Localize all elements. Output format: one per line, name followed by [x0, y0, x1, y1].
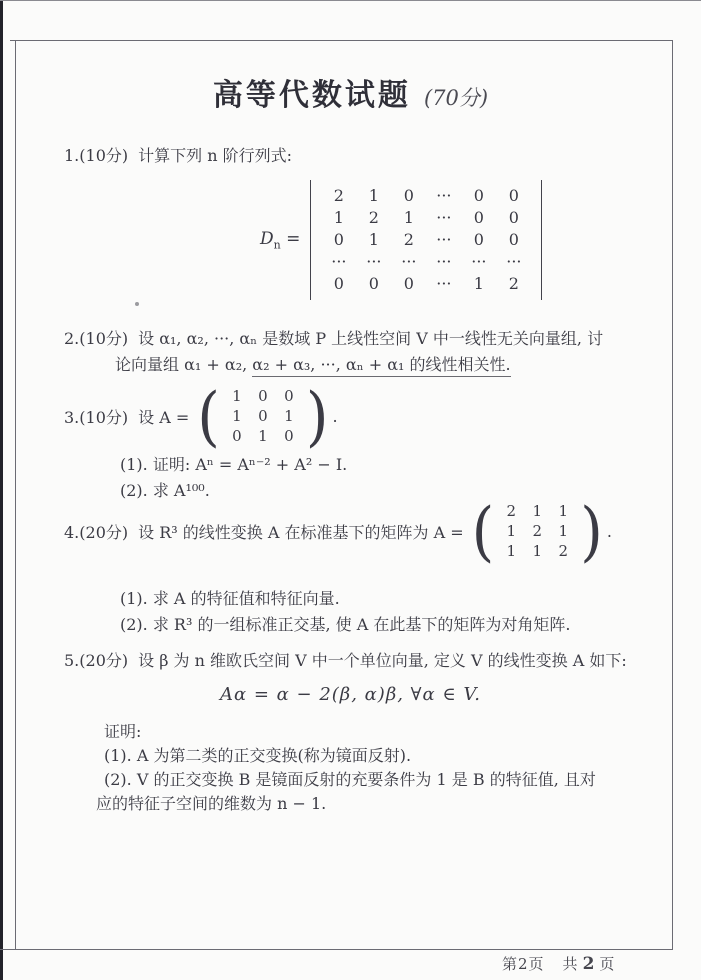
matrix-cell: 1 [532, 502, 543, 520]
footer-page-unit: 页 [599, 955, 616, 973]
matrix-cell: 2 [368, 208, 379, 227]
q5-intro: 设 β 为 n 维欧氏空间 V 中一个单位向量, 定义 V 的线性变换 A 如下: [138, 651, 627, 670]
matrix-cell: ··· [436, 186, 452, 205]
page-footer [502, 953, 615, 974]
matrix-row [321, 229, 531, 251]
matrix-row [321, 273, 531, 295]
det-symbol-sub: n [273, 238, 281, 252]
left-paren: ( [197, 377, 220, 455]
matrix-cell: ··· [331, 252, 347, 271]
q3-suffix: . [332, 406, 338, 426]
det-symbol: D [260, 228, 274, 249]
matrix-row [498, 521, 576, 541]
q5-part1: (1). A 为第二类的正交变换(称为镜面反射). [104, 746, 412, 765]
matrix-cell: 0 [473, 186, 484, 205]
det-equals: = [286, 228, 301, 249]
question-4-parts [120, 586, 570, 638]
question-5-stem [64, 648, 627, 674]
q5-formula: Aα = α − 2(β, α)β, ∀α ∈ V. [219, 684, 482, 705]
matrix-cell: 1 [368, 186, 379, 205]
matrix-cell: 0 [403, 274, 414, 293]
exam-title: 高等代数试题 [212, 78, 411, 113]
matrix-cell: 0 [333, 230, 344, 249]
q5-proof [96, 720, 596, 816]
matrix-cell: 2 [333, 186, 344, 205]
q1-label: 1.(10分) [64, 146, 129, 165]
matrix-cell: 0 [508, 230, 519, 249]
matrix-row [224, 386, 302, 406]
matrix-row [224, 406, 302, 426]
matrix-cell: 1 [506, 542, 517, 560]
left-paren: ( [471, 492, 495, 570]
q1-text: 计算下列 n 阶行列式: [138, 146, 292, 165]
matrix-cell: ··· [436, 252, 452, 271]
matrix-row [498, 501, 576, 521]
matrix-cell: ··· [436, 274, 452, 293]
matrix-cell: 0 [473, 230, 484, 249]
matrix-cell: ··· [471, 252, 487, 271]
matrix-cell: 0 [508, 186, 519, 205]
question-1-stem [64, 143, 292, 169]
matrix-cell: 1 [473, 274, 484, 293]
q3-part2: (2). 求 A¹⁰⁰. [120, 481, 210, 500]
q2-text-line2: 论向量组 α₁ + α₂, [115, 355, 253, 374]
matrix-cell: 2 [558, 542, 569, 560]
matrix-row [321, 251, 531, 273]
matrix-cell: 0 [284, 387, 294, 405]
q5-part2-line1: (2). V 的正交变换 B 是镜面反射的充要条件为 1 是 B 的特征值, 且对 [104, 770, 596, 789]
q1-determinant [260, 180, 542, 300]
matrix-cell: 2 [403, 230, 414, 249]
q3-matrix [220, 386, 306, 446]
scan-speck [135, 302, 139, 306]
matrix-cell: 1 [532, 542, 543, 560]
matrix-cell: 1 [506, 522, 517, 540]
matrix-cell: 0 [258, 407, 268, 425]
matrix-cell: 0 [368, 274, 379, 293]
right-paren: ) [305, 377, 329, 455]
scan-edge-top [0, 0, 701, 1]
q5-label: 5.(20分) [64, 651, 129, 670]
matrix-row [321, 207, 531, 229]
matrix-cell: 1 [558, 522, 569, 540]
q4-intro: 设 R³ 的线性变换 A 在标准基下的矩阵为 A = [138, 522, 464, 542]
matrix-cell: ··· [506, 252, 522, 271]
matrix-cell: 1 [333, 208, 344, 227]
q4-label: 4.(20分) [64, 522, 129, 542]
matrix-cell: ··· [436, 230, 452, 249]
page-border-right [672, 41, 673, 950]
matrix-cell: 0 [473, 208, 484, 227]
matrix-cell: 0 [333, 274, 344, 293]
footer-page-label: 第2页 [502, 955, 545, 973]
page-border-top [10, 40, 673, 41]
matrix-cell: 0 [258, 387, 268, 405]
matrix-row [224, 426, 302, 446]
q4-part2: (2). 求 R³ 的一组标准正交基, 使 A 在此基下的矩阵为对角矩阵. [120, 615, 571, 634]
matrix-cell: 2 [532, 522, 543, 540]
q2-label: 2.(10分) [64, 329, 129, 348]
exam-score-note: (70分) [423, 86, 489, 110]
question-4-stem [64, 492, 612, 570]
matrix-cell: 0 [508, 208, 519, 227]
scan-edge-left [0, 0, 3, 980]
matrix-row [498, 541, 576, 561]
q2-line1 [64, 326, 603, 352]
page-border-bottom [0, 949, 673, 950]
matrix-row [321, 185, 531, 207]
question-3-parts [120, 452, 347, 504]
q3-part1: (1). 证明: Aⁿ = Aⁿ⁻² + A² − I. [120, 455, 348, 474]
q4-matrix [494, 501, 580, 561]
matrix-cell: 0 [232, 427, 242, 445]
q2-underlined-text: α₂ + α₃, ···, αₙ + α₁ 的线性相关性. [252, 355, 510, 377]
page-border-left [15, 40, 16, 950]
matrix-cell: 2 [508, 274, 519, 293]
matrix-cell: 0 [403, 186, 414, 205]
matrix-cell: ··· [401, 252, 417, 271]
q4-suffix: . [606, 521, 612, 541]
matrix-cell: 1 [368, 230, 379, 249]
q2-line2 [64, 352, 603, 378]
q3-intro: 设 A = [138, 407, 190, 427]
proof-label: 证明: [104, 722, 142, 741]
question-2 [64, 326, 603, 378]
matrix-cell: 1 [284, 407, 294, 425]
matrix-cell: 1 [232, 387, 242, 405]
q5-part2-line2: 应的特征子空间的维数为 n − 1. [96, 794, 327, 813]
q2-text-line1: 设 α₁, α₂, ···, αₙ 是数域 P 上线性空间 V 中一线性无关向量组, 讨 [138, 329, 604, 348]
q4-part1: (1). 求 A 的特征值和特征向量. [120, 589, 340, 608]
matrix-cell: 0 [284, 427, 294, 445]
matrix-cell: ··· [436, 208, 452, 227]
matrix-cell: 1 [558, 502, 569, 520]
determinant-matrix [310, 180, 542, 300]
footer-total-number: 2 [582, 954, 596, 974]
determinant-lhs [260, 229, 300, 251]
matrix-cell: 1 [258, 427, 268, 445]
question-3-stem [64, 377, 338, 455]
matrix-cell: 2 [506, 502, 517, 520]
matrix-cell: 1 [403, 208, 414, 227]
matrix-cell: ··· [366, 252, 382, 271]
page-title [30, 70, 671, 114]
right-paren: ) [580, 492, 603, 570]
footer-total-prefix: 共 [562, 955, 579, 973]
matrix-cell: 1 [232, 407, 242, 425]
q3-label: 3.(10分) [64, 407, 129, 427]
